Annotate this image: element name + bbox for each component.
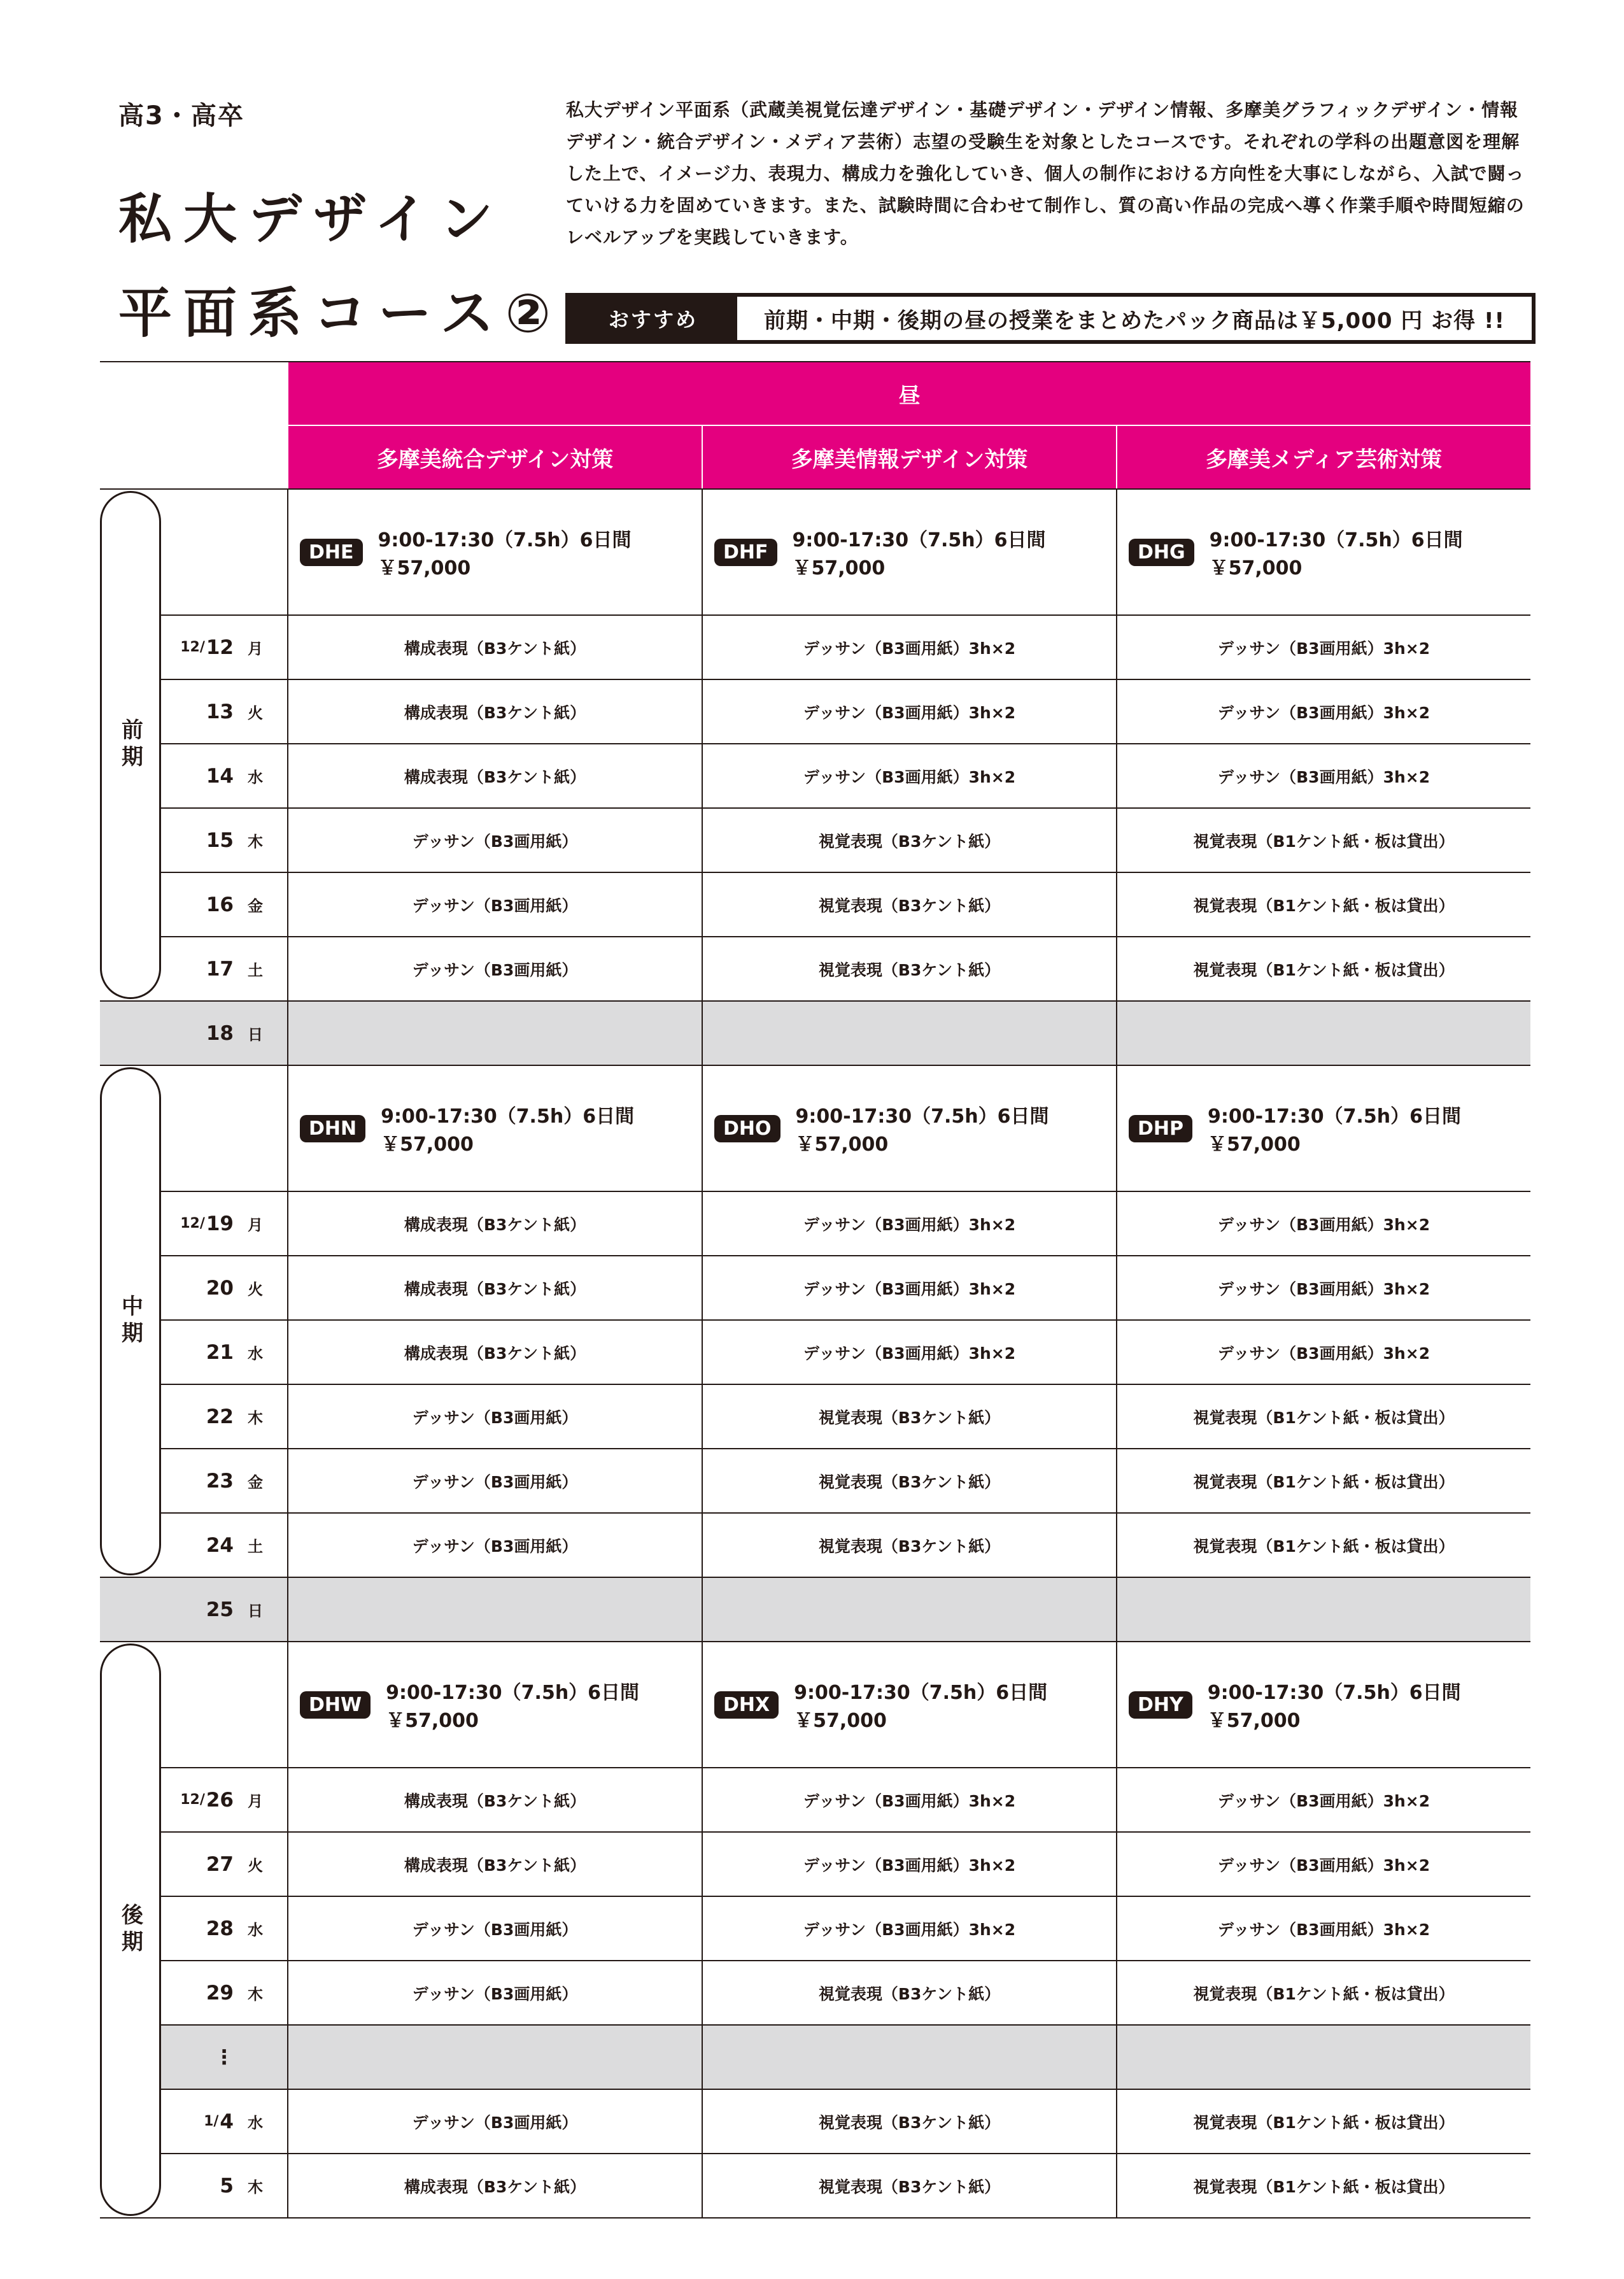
date-number: 17 [206, 957, 234, 981]
date-cell [161, 1385, 288, 1448]
lesson-cell: 視覚表現（B3ケント紙） [703, 1961, 1117, 2024]
date-row [100, 1256, 1530, 1321]
date-cell [161, 1768, 288, 1831]
lesson-cell: デッサン（B3画用紙）3h×2 [1217, 1791, 1430, 1810]
term-section [100, 1066, 1530, 1578]
date-number: 12 [206, 635, 234, 659]
course-code-badge: DHX [714, 1691, 779, 1719]
date-row [100, 809, 1530, 873]
lesson-cell: デッサン（B3画用紙）3h×2 [703, 1897, 1117, 1960]
lesson-cell: 視覚表現（B1ケント紙・板は貸出） [1193, 2113, 1455, 2132]
weekday: 月 [248, 1793, 263, 1810]
date-cell [161, 873, 288, 936]
course-time-price: 9:00-17:30（7.5h）6日間 ￥57,000 [795, 1105, 1049, 1156]
lesson-cell: 構成表現（B3ケント紙） [288, 1192, 703, 1255]
date-row [100, 1385, 1530, 1449]
course-time-price: 9:00-17:30（7.5h）6日間 ￥57,000 [1207, 1682, 1461, 1732]
lesson-cell: デッサン（B3画用紙）3h×2 [703, 744, 1117, 807]
date-cell [161, 1833, 288, 1896]
lesson-cell: デッサン（B3画用紙）3h×2 [703, 680, 1117, 743]
weekday: 水 [248, 1921, 263, 1939]
date-number: 22 [206, 1405, 234, 1428]
weekday: 木 [248, 2178, 263, 2196]
holiday-row [100, 1578, 1530, 1642]
band-header: 昼 [288, 362, 1530, 425]
lesson-cell [703, 2026, 1117, 2089]
lesson-cell: 視覚表現（B3ケント紙） [703, 2090, 1117, 2153]
date-cell [161, 2026, 288, 2089]
lesson-cell: 視覚表現（B3ケント紙） [703, 1385, 1117, 1448]
term-label-text: 前期 [117, 718, 143, 772]
weekday: 月 [248, 1216, 263, 1234]
date-cell [161, 1449, 288, 1512]
date-row [100, 1897, 1530, 1961]
recommend-text: 前期・中期・後期の昼の授業をまとめたパック商品は￥5,000 円 お得 !! [763, 308, 1506, 334]
course-code-cell [1117, 1642, 1530, 1767]
lesson-cell: デッサン（B3画用紙）3h×2 [1217, 1279, 1430, 1298]
term-label [100, 1644, 161, 2216]
date-cell [161, 937, 288, 1000]
date-row [100, 1449, 1530, 1514]
lesson-cell: デッサン（B3画用紙） [288, 1514, 703, 1577]
ellipsis-row [100, 2026, 1530, 2090]
lesson-cell: 構成表現（B3ケント紙） [288, 616, 703, 679]
lesson-cell: デッサン（B3画用紙） [288, 873, 703, 936]
lesson-cell: 視覚表現（B3ケント紙） [703, 1449, 1117, 1512]
month-label: 1/ [204, 2113, 219, 2129]
date-number: 19 [206, 1212, 234, 1235]
date-number: 24 [206, 1533, 234, 1557]
lesson-cell: デッサン（B3画用紙）3h×2 [703, 1768, 1117, 1831]
lesson-cell: デッサン（B3画用紙）3h×2 [1217, 767, 1430, 786]
weekday: 木 [248, 833, 263, 851]
lesson-cell: デッサン（B3画用紙）3h×2 [703, 1256, 1117, 1319]
course-time-price: 9:00-17:30（7.5h）6日間 ￥57,000 [378, 529, 632, 579]
course-time-price: 9:00-17:30（7.5h）6日間 ￥57,000 [1209, 529, 1463, 579]
lesson-cell: 構成表現（B3ケント紙） [288, 1833, 703, 1896]
weekday: 水 [248, 1345, 263, 1363]
weekday: 土 [248, 1538, 263, 1556]
weekday: 日 [248, 1026, 263, 1044]
title-line-2: 平面系コース② [118, 282, 562, 344]
date-row [100, 1768, 1530, 1833]
date-number: 18 [206, 1021, 234, 1045]
lesson-cell: 構成表現（B3ケント紙） [288, 744, 703, 807]
weekday: 金 [248, 897, 263, 915]
weekday: 火 [248, 1857, 263, 1875]
lesson-cell: 視覚表現（B1ケント紙・板は貸出） [1193, 960, 1455, 979]
course-code-row [100, 1066, 1530, 1192]
date-row [100, 1961, 1530, 2026]
date-row [100, 937, 1530, 1002]
course-code-cell [288, 1066, 703, 1191]
date-cell [161, 1514, 288, 1577]
lesson-cell: デッサン（B3画用紙） [288, 1449, 703, 1512]
lesson-cell: デッサン（B3画用紙）3h×2 [703, 1192, 1117, 1255]
lesson-cell: デッサン（B3画用紙）3h×2 [1217, 1344, 1430, 1363]
course-code-row [100, 1642, 1530, 1768]
date-number: 23 [206, 1469, 234, 1493]
weekday: 水 [248, 769, 263, 786]
lesson-cell [288, 2026, 703, 2089]
lesson-cell: デッサン（B3画用紙）3h×2 [1217, 1215, 1430, 1234]
date-cell [161, 809, 288, 872]
date-number: 14 [206, 764, 234, 788]
weekday: 水 [248, 2114, 263, 2132]
date-cell [161, 1321, 288, 1384]
lesson-cell: 構成表現（B3ケント紙） [288, 1321, 703, 1384]
course-code-cell [703, 490, 1117, 614]
course-code-badge: DHF [714, 539, 777, 566]
title-line-1: 私大デザイン [118, 188, 505, 250]
lesson-cell: デッサン（B3画用紙）3h×2 [1217, 639, 1430, 658]
lesson-cell: 視覚表現（B3ケント紙） [703, 2154, 1117, 2217]
course-code-badge: DHW [300, 1691, 371, 1719]
date-number: 4 [220, 2110, 234, 2133]
course-code-badge: DHP [1129, 1115, 1192, 1142]
date-cell [161, 680, 288, 743]
date-number: 25 [206, 1598, 234, 1621]
date-number: 26 [206, 1788, 234, 1812]
lesson-cell: デッサン（B3画用紙）3h×2 [703, 1833, 1117, 1896]
lesson-cell: デッサン（B3画用紙）3h×2 [703, 616, 1117, 679]
weekday: 金 [248, 1473, 263, 1491]
ellipsis-mark: ⋮ [214, 2045, 234, 2069]
term-section [100, 1642, 1530, 2219]
lesson-cell: 視覚表現（B1ケント紙・板は貸出） [1193, 1984, 1455, 2003]
lesson-cell: 視覚表現（B1ケント紙・板は貸出） [1193, 896, 1455, 915]
lesson-cell [1117, 1002, 1530, 1065]
lesson-cell: 視覚表現（B1ケント紙・板は貸出） [1193, 1472, 1455, 1491]
date-cell [161, 744, 288, 807]
recommend-tag: おすすめ [569, 297, 737, 340]
column-header: 多摩美情報デザイン対策 [702, 426, 1116, 488]
course-code-badge: DHG [1129, 539, 1194, 566]
date-cell [161, 1961, 288, 2024]
date-cell [161, 1256, 288, 1319]
date-number: 21 [206, 1340, 234, 1364]
lesson-cell [703, 1578, 1117, 1641]
course-code-badge: DHO [714, 1115, 780, 1142]
lesson-cell: 視覚表現（B1ケント紙・板は貸出） [1193, 1537, 1455, 1556]
date-cell [161, 1578, 288, 1641]
date-cell [161, 616, 288, 679]
term-label [100, 1067, 161, 1575]
date-number: 28 [206, 1917, 234, 1940]
lesson-cell: 構成表現（B3ケント紙） [288, 680, 703, 743]
lesson-cell: 視覚表現（B1ケント紙・板は貸出） [1193, 2177, 1455, 2196]
lesson-cell: デッサン（B3画用紙） [288, 937, 703, 1000]
lesson-cell: デッサン（B3画用紙）3h×2 [1217, 703, 1430, 722]
term-section [100, 490, 1530, 1002]
date-row [100, 873, 1530, 937]
weekday: 日 [248, 1602, 263, 1620]
date-number: 29 [206, 1981, 234, 2005]
weekday: 木 [248, 1409, 263, 1427]
term-label [100, 491, 161, 999]
course-code-badge: DHE [300, 539, 363, 566]
course-code-cell [1117, 1066, 1530, 1191]
column-header: 多摩美統合デザイン対策 [288, 426, 702, 488]
lesson-cell: 視覚表現（B3ケント紙） [703, 873, 1117, 936]
date-number: 15 [206, 828, 234, 852]
course-code-badge: DHN [300, 1115, 365, 1142]
month-label: 12/ [180, 1792, 205, 1808]
lesson-cell [1117, 1578, 1530, 1641]
course-code-row [100, 490, 1530, 616]
course-time-price: 9:00-17:30（7.5h）6日間 ￥57,000 [386, 1682, 640, 1732]
date-row [100, 680, 1530, 744]
term-label-text: 中期 [117, 1295, 143, 1348]
lesson-cell [288, 1578, 703, 1641]
eyebrow: 高3・高卒 [118, 101, 244, 131]
lesson-cell: デッサン（B3画用紙）3h×2 [1217, 1856, 1430, 1875]
lesson-cell: デッサン（B3画用紙）3h×2 [1217, 1920, 1430, 1939]
date-cell [161, 1897, 288, 1960]
lesson-cell: 視覚表現（B1ケント紙・板は貸出） [1193, 1408, 1455, 1427]
date-row [100, 2154, 1530, 2219]
course-code-cell [288, 1642, 703, 1767]
lesson-cell: デッサン（B3画用紙） [288, 2090, 703, 2153]
date-row [100, 616, 1530, 680]
holiday-row [100, 1002, 1530, 1066]
weekday: 木 [248, 1985, 263, 2003]
course-code-cell [1117, 490, 1530, 614]
lesson-cell [1117, 2026, 1530, 2089]
course-time-price: 9:00-17:30（7.5h）6日間 ￥57,000 [794, 1682, 1048, 1732]
page-title [118, 172, 562, 360]
date-row [100, 1192, 1530, 1256]
date-number: 27 [206, 1852, 234, 1876]
month-label: 12/ [180, 639, 205, 655]
date-cell [161, 1002, 288, 1065]
month-label: 12/ [180, 1216, 205, 1232]
column-header: 多摩美メディア芸術対策 [1116, 426, 1530, 488]
lesson-cell: 視覚表現（B3ケント紙） [703, 809, 1117, 872]
date-number: 16 [206, 893, 234, 916]
schedule-table [100, 361, 1530, 2219]
date-row [100, 1321, 1530, 1385]
lesson-cell: デッサン（B3画用紙） [288, 809, 703, 872]
weekday: 火 [248, 1281, 263, 1298]
course-intro: 私大デザイン平面系（武蔵美視覚伝達デザイン・基礎デザイン・デザイン情報、多摩美グラフィックデザイン・情報デザイン・統合デザイン・メディア芸術）志望の受験生を対象としたコースです。それぞれの学科の出題意図を理解した上で、イメージ力、表現力、構成力を強化していき、個人の制作における方向性を大事にしながら、入試で闘っていける力を固めていきます。また、試験時間に合わせて制作し、質の高い作品の完成へ導く作業手順や時間短縮のレベルアップを実践していきます。 [566, 99, 1525, 248]
date-cell [161, 1192, 288, 1255]
term-label-text: 後期 [117, 1903, 143, 1957]
date-cell [161, 2090, 288, 2153]
lesson-cell: デッサン（B3画用紙） [288, 1897, 703, 1960]
course-time-price: 9:00-17:30（7.5h）6日間 ￥57,000 [792, 529, 1046, 579]
weekday: 土 [248, 962, 263, 979]
recommend-box [565, 293, 1536, 344]
lesson-cell [703, 1002, 1117, 1065]
date-row [100, 1514, 1530, 1578]
date-row [100, 1833, 1530, 1897]
course-time-price: 9:00-17:30（7.5h）6日間 ￥57,000 [381, 1105, 635, 1156]
lesson-cell: デッサン（B3画用紙）3h×2 [703, 1321, 1117, 1384]
weekday: 月 [248, 640, 263, 658]
course-time-price: 9:00-17:30（7.5h）6日間 ￥57,000 [1208, 1105, 1461, 1156]
lesson-cell: 構成表現（B3ケント紙） [288, 1256, 703, 1319]
course-code-cell [703, 1642, 1117, 1767]
course-code-badge: DHY [1129, 1691, 1192, 1719]
lesson-cell: 構成表現（B3ケント紙） [288, 2154, 703, 2217]
lesson-cell: 視覚表現（B3ケント紙） [703, 1514, 1117, 1577]
date-number: 13 [206, 700, 234, 723]
date-cell [161, 2154, 288, 2217]
lesson-cell: デッサン（B3画用紙） [288, 1385, 703, 1448]
course-code-cell [288, 490, 703, 614]
date-row [100, 744, 1530, 809]
date-number: 20 [206, 1276, 234, 1300]
lesson-cell: 視覚表現（B3ケント紙） [703, 937, 1117, 1000]
course-code-cell [703, 1066, 1117, 1191]
date-row [100, 2090, 1530, 2154]
weekday: 火 [248, 704, 263, 722]
date-number: 5 [220, 2174, 234, 2197]
lesson-cell: デッサン（B3画用紙） [288, 1961, 703, 2024]
lesson-cell [288, 1002, 703, 1065]
lesson-cell: 視覚表現（B1ケント紙・板は貸出） [1193, 832, 1455, 851]
lesson-cell: 構成表現（B3ケント紙） [288, 1768, 703, 1831]
